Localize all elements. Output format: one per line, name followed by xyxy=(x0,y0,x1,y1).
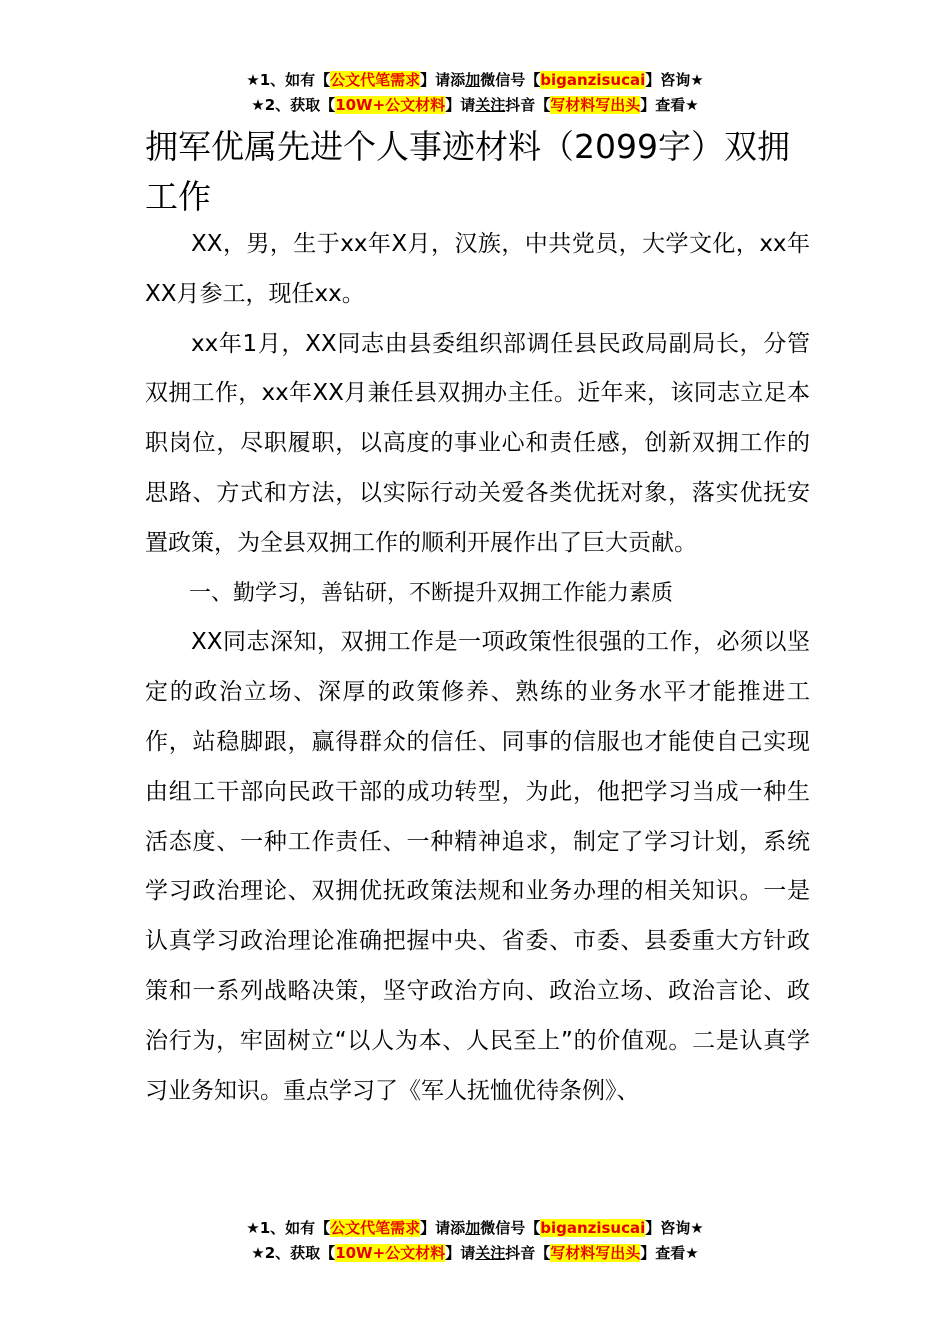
banner-highlight: 公文代笔需求 xyxy=(330,71,421,89)
document-title: 拥军优属先进个人事迹材料（2099字）双拥工作 xyxy=(145,127,790,216)
banner-highlight: 公文代笔需求 xyxy=(330,1219,421,1237)
footer-banner xyxy=(0,1216,950,1266)
paragraph: XX，男，生于xx年X月，汉族，中共党员，大学文化，xx年XX月参工，现任xx。 xyxy=(145,231,810,307)
paragraph: XX同志深知，双拥工作是一项政策性很强的工作，必须以坚定的政治立场、深厚的政策修养、熟练的业务水平才能推进工作，站稳脚跟，赢得群众的信任、同事的信服也才能使自己实现由组工干部向民政干部的成功转型，为此，他把学习当成一种生活态度、一种工作责任、一种精神追求，制定了学习计划，系统学习政治理论、双拥优抚政策法规和业务办理的相关知识。一是认真学习政治理论准确把握中央、省委、市委、县委重大方针政策和一系列战略决策，坚守政治方向、政治立场、政治言论、政治行为，牢固树立“以人为本、人民至上”的价值观。二是认真学习业务知识。重点学习了《军人抚恤优待条例》、 xyxy=(145,629,810,1104)
banner-line-2: ★2、获取【10W+公文材料】请关注抖音【写材料写出头】查看★ xyxy=(251,96,699,114)
banner-line-2: ★2、获取【10W+公文材料】请关注抖音【写材料写出头】查看★ xyxy=(251,1244,699,1262)
banner-wechat-id: biganzisucai xyxy=(540,1219,646,1237)
header-banner xyxy=(0,68,950,118)
banner-highlight: 10W+公文材料 xyxy=(335,96,446,114)
banner-douyin-id: 写材料写出头 xyxy=(550,96,641,114)
banner-line-1: ★1、如有【公文代笔需求】请添加微信号【biganzisucai】咨询★ xyxy=(246,1219,704,1237)
banner-highlight: 10W+公文材料 xyxy=(335,1244,446,1262)
banner-wechat-id: biganzisucai xyxy=(540,71,646,89)
section-heading: 一、勤学习，善钻研，不断提升双拥工作能力素质 xyxy=(189,580,674,606)
document-body xyxy=(145,220,810,1116)
paragraph: xx年1月，XX同志由县委组织部调任县民政局副局长，分管双拥工作，xx年XX月兼任县双拥办主任。近年来，该同志立足本职岗位，尽职履职，以高度的事业心和责任感，创新双拥工作的思路、方式和方法，以实际行动关爱各类优抚对象，落实优抚安置政策，为全县双拥工作的顺利开展作出了巨大贡献。 xyxy=(145,330,810,556)
banner-douyin-id: 写材料写出头 xyxy=(550,1244,641,1262)
banner-line-1: ★1、如有【公文代笔需求】请添加微信号【biganzisucai】咨询★ xyxy=(246,71,704,89)
